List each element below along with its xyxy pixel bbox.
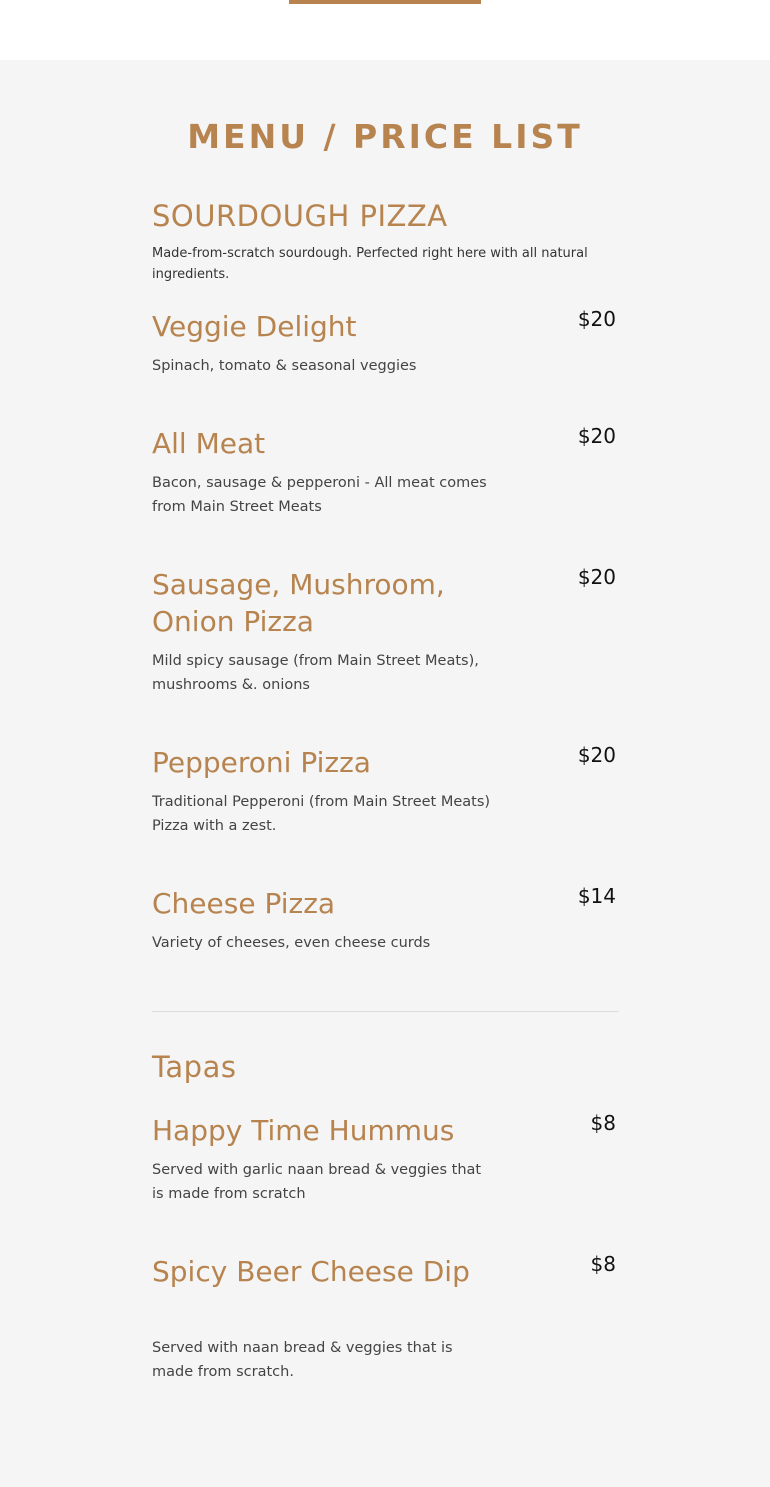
item-description: Bacon, sausage & pepperoni - All meat comes from Main Street Meats [152, 475, 487, 515]
section-heading-sourdough-pizza: SOURDOUGH PIZZA [152, 199, 448, 233]
item-price: $14 [577, 884, 616, 908]
item-price: $8 [590, 1252, 616, 1276]
item-price: $20 [577, 424, 616, 448]
section-divider [152, 1011, 619, 1012]
item-name: Spicy Beer Cheese Dip [152, 1255, 470, 1288]
item-price: $20 [577, 565, 616, 589]
item-description: Served with garlic naan bread & veggies that is made from scratch [152, 1162, 482, 1202]
item-name: Sausage, Mushroom, Onion Pizza [152, 568, 445, 638]
item-description: Mild spicy sausage (from Main Street Meats), mushrooms &. onions [152, 653, 479, 693]
item-description: Served with naan bread & veggies that is made from scratch. [152, 1340, 453, 1380]
item-name: Happy Time Hummus [152, 1114, 455, 1147]
section-heading-tapas: Tapas [152, 1050, 237, 1084]
section-description: Made-from-scratch sourdough. Perfected right here with all natural ingredients. [152, 246, 588, 282]
item-description: Spinach, tomato & seasonal veggies [152, 358, 417, 374]
item-price: $20 [577, 307, 616, 331]
menu-title: MENU / PRICE LIST [187, 117, 583, 156]
item-price: $20 [577, 743, 616, 767]
item-name: All Meat [152, 427, 266, 460]
item-name: Pepperoni Pizza [152, 746, 371, 779]
item-name: Cheese Pizza [152, 887, 336, 920]
item-description: Traditional Pepperoni (from Main Street Meats) Pizza with a zest. [152, 794, 491, 834]
top-accent-bar [289, 0, 481, 4]
item-name: Veggie Delight [152, 310, 357, 343]
item-description: Variety of cheeses, even cheese curds [152, 935, 431, 951]
item-price: $8 [590, 1111, 616, 1135]
